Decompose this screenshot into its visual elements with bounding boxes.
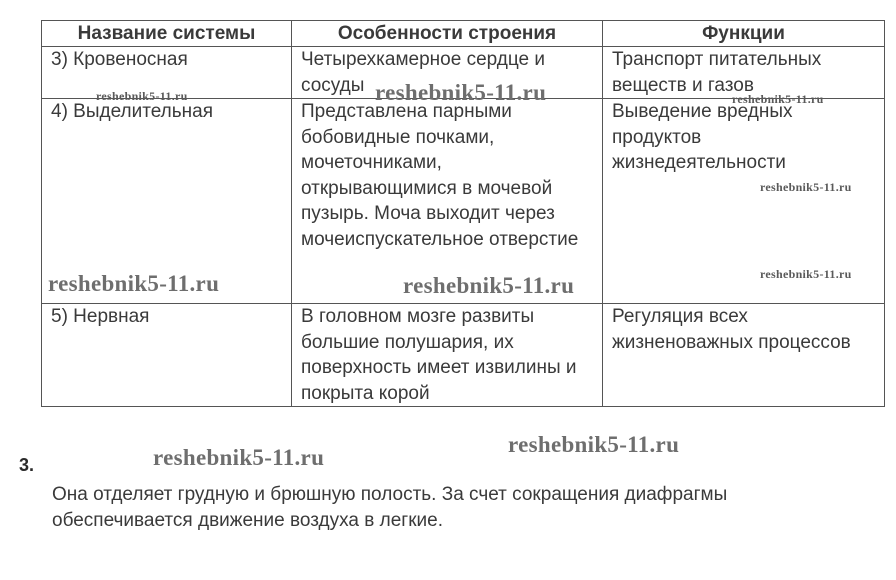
table-row	[42, 304, 885, 407]
watermark: reshebnik5-11.ru	[375, 80, 547, 105]
cell-structure: В головном мозге развиты большие полушария, их поверхность имеет извилины и покрыта корой	[292, 304, 603, 407]
watermark: reshebnik5-11.ru	[153, 445, 325, 470]
cell-functions: Выведение вредных продуктов жизнедеятельности	[603, 99, 885, 304]
table-row	[42, 99, 885, 304]
watermark: reshebnik5-11.ru	[508, 432, 680, 457]
cell-system: 5) Нервная	[42, 304, 292, 407]
cell-system: 3) Кровеносная	[42, 47, 292, 99]
watermark: reshebnik5-11.ru	[403, 273, 575, 298]
watermark: reshebnik5-11.ru	[96, 89, 188, 103]
cell-structure: Представлена парными бобовидные почками, мочеточниками, открывающимися в мочевой пузырь. Моча выходит через мочеиспускательное отверстие	[292, 99, 603, 304]
header-functions: Функции	[603, 21, 885, 47]
watermark: reshebnik5-11.ru	[732, 92, 824, 106]
watermark: reshebnik5-11.ru	[48, 271, 220, 296]
answer-text: Она отделяет грудную и брюшную полость. За счет сокращения диафрагмы обеспечивается движение воздуха в легкие.	[52, 484, 728, 531]
table-row	[42, 47, 885, 99]
table-header-row	[42, 21, 885, 47]
watermark: reshebnik5-11.ru	[760, 180, 852, 194]
cell-functions: Регуляция всех жизненоважных процессов	[603, 304, 885, 407]
cell-functions: Транспорт питательных веществ и газов	[603, 47, 885, 99]
header-structure: Особенности строения	[292, 21, 603, 47]
systems-table	[41, 20, 885, 407]
cell-structure: Четырехкамерное сердце и сосуды	[292, 47, 603, 99]
task-number: 3.	[19, 455, 35, 475]
header-system-name: Название системы	[42, 21, 292, 47]
cell-system: 4) Выделительная	[42, 99, 292, 304]
watermark: reshebnik5-11.ru	[760, 267, 852, 281]
